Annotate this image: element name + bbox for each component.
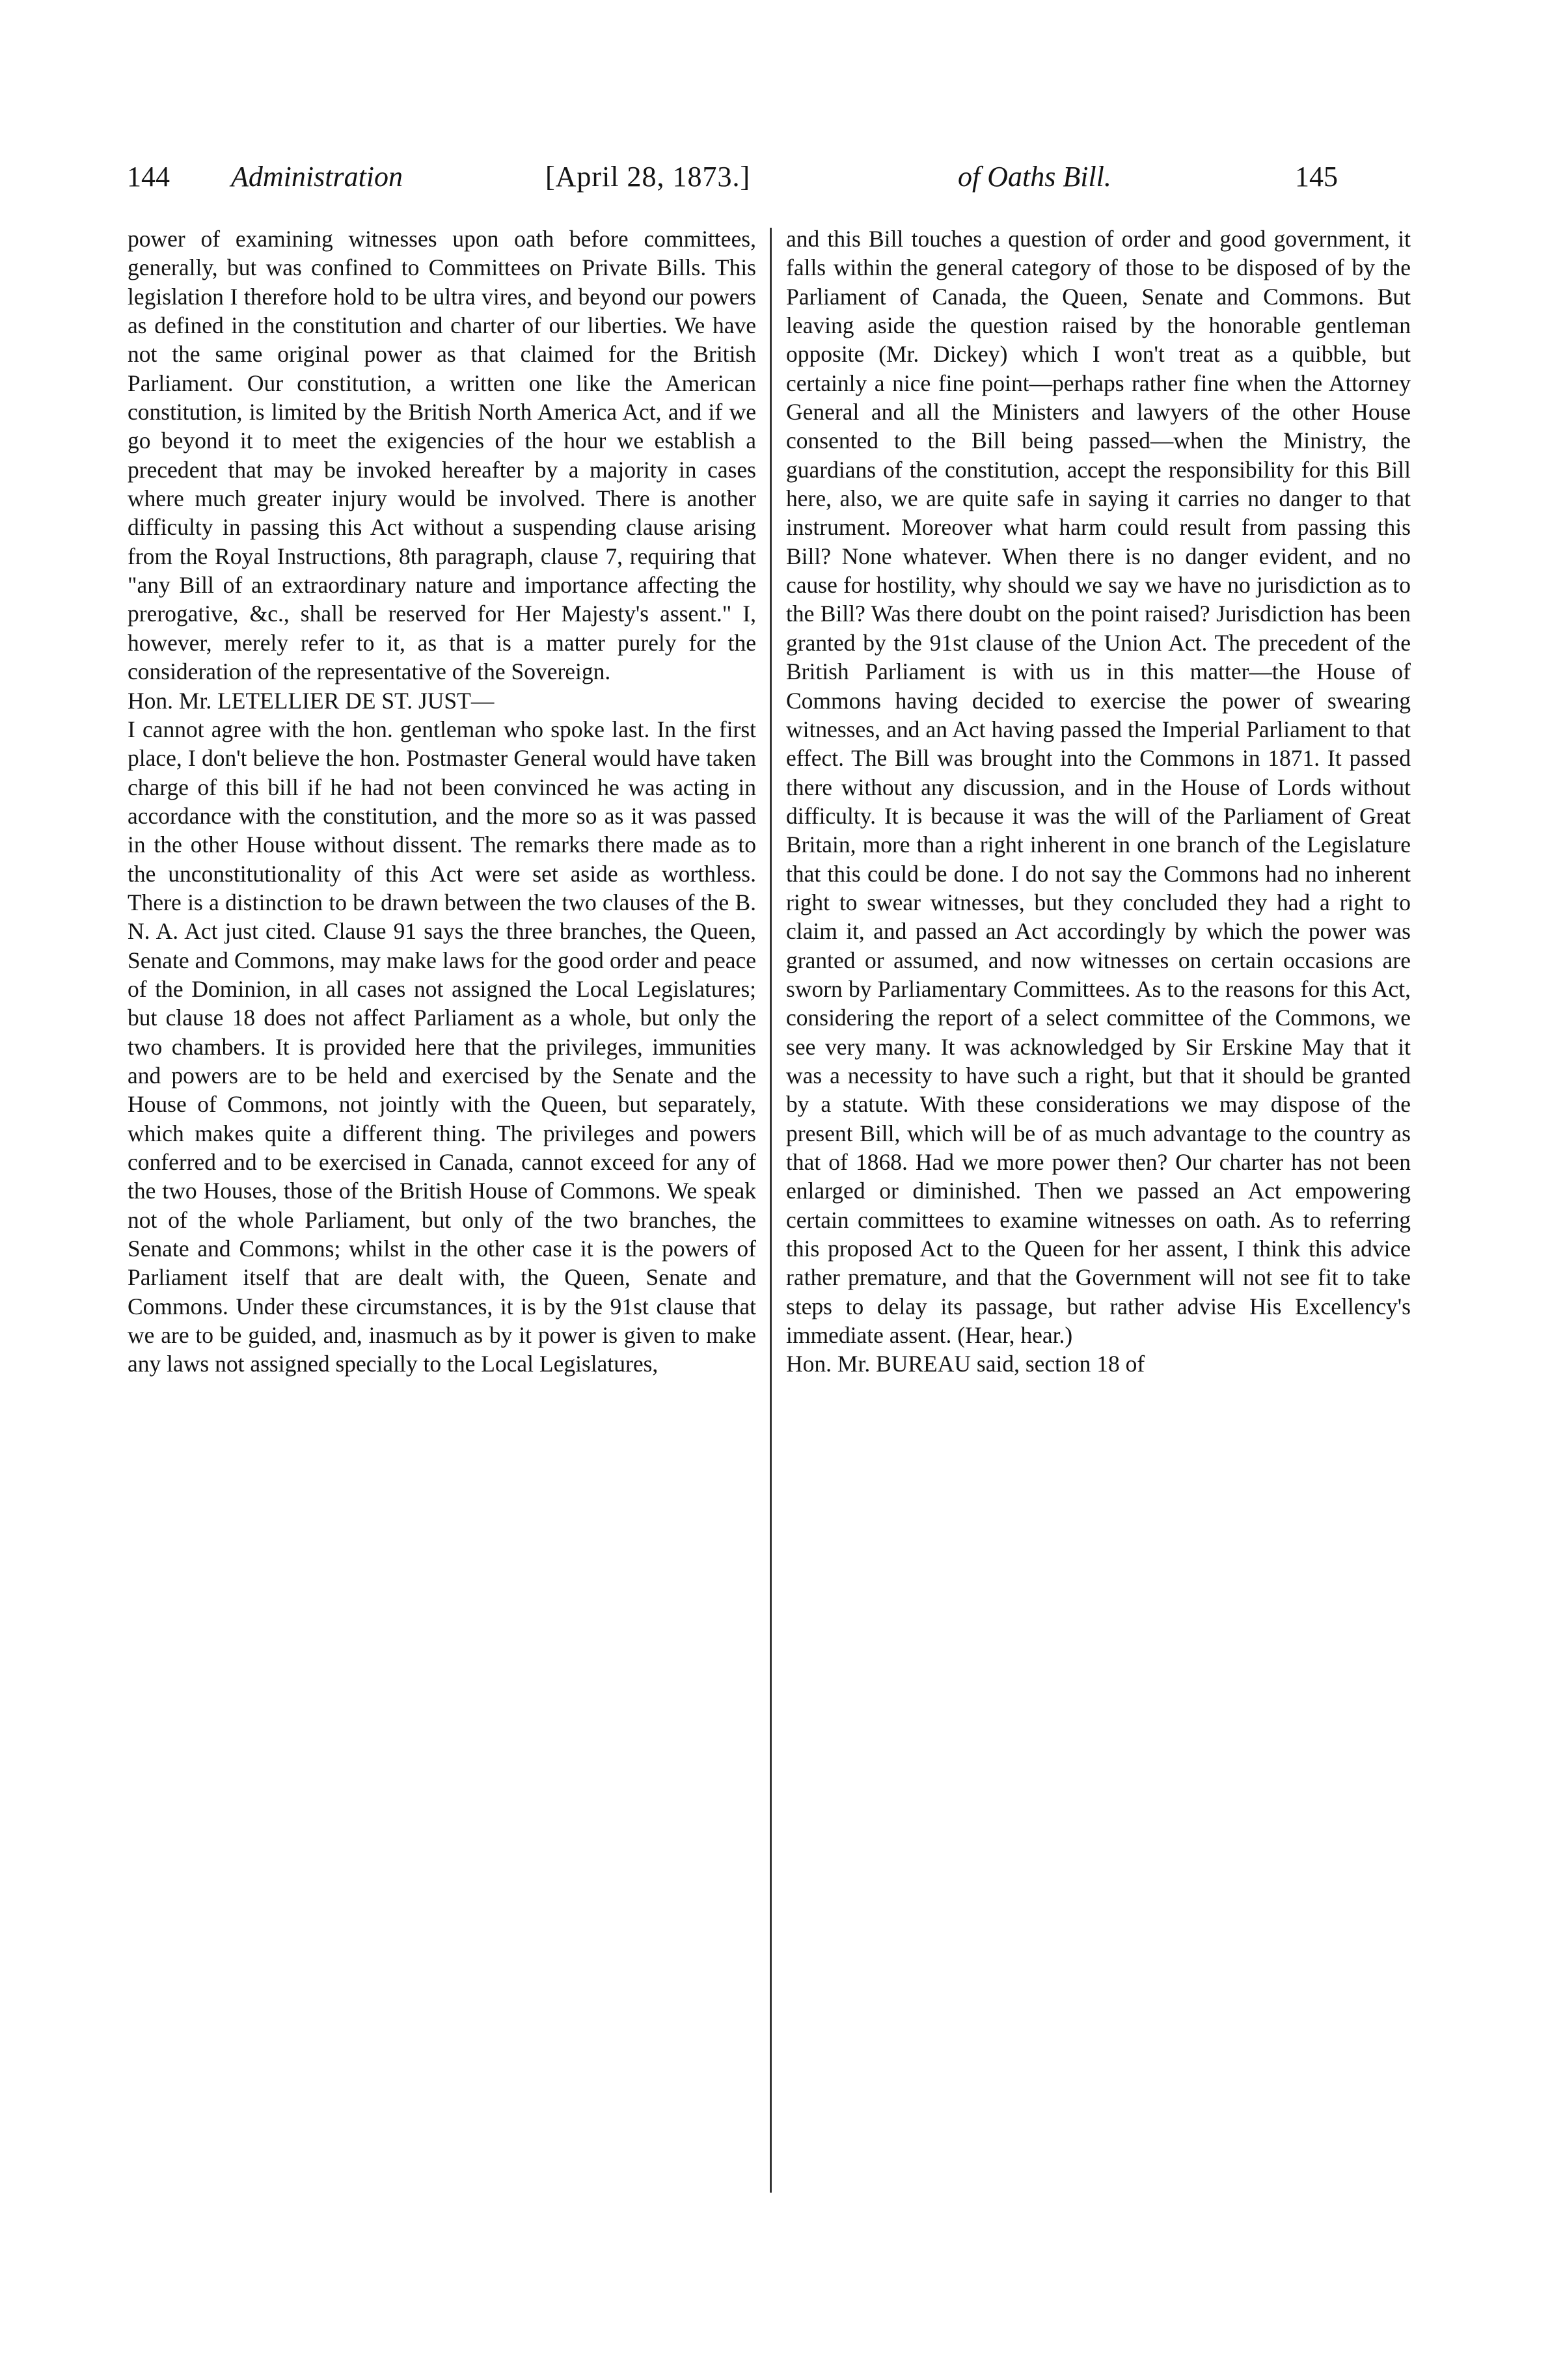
column-divider bbox=[770, 228, 772, 2193]
left-column bbox=[128, 224, 756, 1379]
right-page-number: 145 bbox=[1295, 161, 1338, 193]
right-paragraph-1: and this Bill touches a question of order and good government, it falls within the general category of those to be disposed of by the Parliament of Canada, the Queen, Senate and Commons. But leaving aside the question raised by the honorable gentleman opposite (Mr. Dickey) which I won't treat as a quibble, but certainly a nice fine point—perhaps rather fine when the Attorney General and all the Ministers and lawyers of the other House consented to the Bill being passed—when the Ministry, the guardians of the constitution, accept the responsibility for this Bill here, also, we are quite safe in saying it carries no danger to that instrument. Moreover what harm could result from passing this Bill? None whatever. When there is no danger evident, and no cause for hostility, why should we say we have no jurisdiction as to the Bill? Was there doubt on the point raised? Jurisdiction has been granted by the 91st clause of the Union Act. The precedent of the British Parliament is with us in this matter—the House of Commons having decided to exercise the power of swearing witnesses, and an Act having passed the Imperial Parliament to that effect. The Bill was brought into the Commons in 1871. It passed there without any discussion, and in the House of Lords without difficulty. It is because it was the will of the Parliament of Great Britain, more than a right inherent in one branch of the Legislature that this could be done. I do not say the Commons had no inherent right to swear witnesses, but they concluded they had a right to claim it, and passed an Act accordingly by which the power was granted or assumed, and now witnesses on certain occasions are sworn by Parliamentary Committees. As to the reasons for this Act, considering the report of a select committee of the Commons, we see very many. It was acknowledged by Sir Erskine May that it was a necessity to have such a right, but that it should be granted by a statute. With these considerations we may dispose of the present Bill, which will be of as much advantage to the country as that of 1868. Had we more power then? Our charter has not been enlarged or diminished. Then we passed an Act empowering certain committees to examine witnesses on oath. As to referring this proposed Act to the Queen for her assent, I think this advice rather premature, and that the Government will not see fit to take steps to delay its passage, but rather advise His Excellency's immediate assent. (Hear, hear.) bbox=[786, 226, 1411, 1349]
running-header bbox=[0, 159, 1563, 204]
left-running-title: Administration bbox=[231, 161, 403, 193]
left-paragraph-2: I cannot agree with the hon. gentleman who spoke last. In the first place, I don't believe the hon. Postmaster General would have taken charge of this bill if he had not been convinced he was acting in accordance with the constitution, and the more so as it was passed in the other House without dissent. The remarks there made as to the unconstitutionality of this Act were set aside as worthless. There is a distinction to be drawn between the two clauses of the B. N. A. Act just cited. Clause 91 says the three branches, the Queen, Senate and Commons, may make laws for the good order and peace of the Dominion, in all cases not assigned the Local Legislatures; but clause 18 does not affect Parliament as a whole, but only the two chambers. It is provided here that the privileges, immunities and powers are to be held and exercised by the Senate and the House of Commons, not jointly with the Queen, but separately, which makes quite a different thing. The privileges and powers conferred and to be exercised in Canada, cannot exceed for any of the two Houses, those of the British House of Commons. We speak not of the whole Parliament, but only of the two branches, the Senate and Commons; whilst in the other case it is the powers of Parliament itself that are dealt with, the Queen, Senate and Commons. Under these circumstances, it is by the 91st clause that we are to be guided, and, inasmuch as by it power is given to make any laws not assigned specially to the Local Legislatures, bbox=[128, 716, 756, 1377]
right-running-title: of Oaths Bill. bbox=[958, 161, 1111, 193]
right-column bbox=[786, 224, 1411, 1379]
left-page-number: 144 bbox=[127, 161, 170, 193]
header-date: [April 28, 1873.] bbox=[545, 161, 751, 193]
right-paragraph-2: Hon. Mr. BUREAU said, section 18 of bbox=[786, 1351, 1145, 1377]
speaker-heading: Hon. Mr. LETELLIER DE ST. JUST— bbox=[128, 687, 495, 714]
left-paragraph-1: power of examining witnesses upon oath before committees, generally, but was confined to Committees on Private Bills. This legislation I therefore hold to be ultra vires, and beyond our powers as defined in the constitution and charter of our liberties. We have not the same original power as that claimed for the British Parliament. Our constitution, a written one like the American constitution, is limited by the British North America Act, and if we go beyond it to meet the exigencies of the hour we establish a precedent that may be invoked hereafter by a majority in cases where much greater injury would be involved. There is another difficulty in passing this Act without a suspending clause arising from the Royal Instructions, 8th paragraph, clause 7, requiring that "any Bill of an extraordinary nature and importance affecting the prerogative, &c., shall be reserved for Her Majesty's assent." I, however, merely refer to it, as that is a matter purely for the consideration of the representative of the Sovereign. bbox=[128, 226, 756, 685]
